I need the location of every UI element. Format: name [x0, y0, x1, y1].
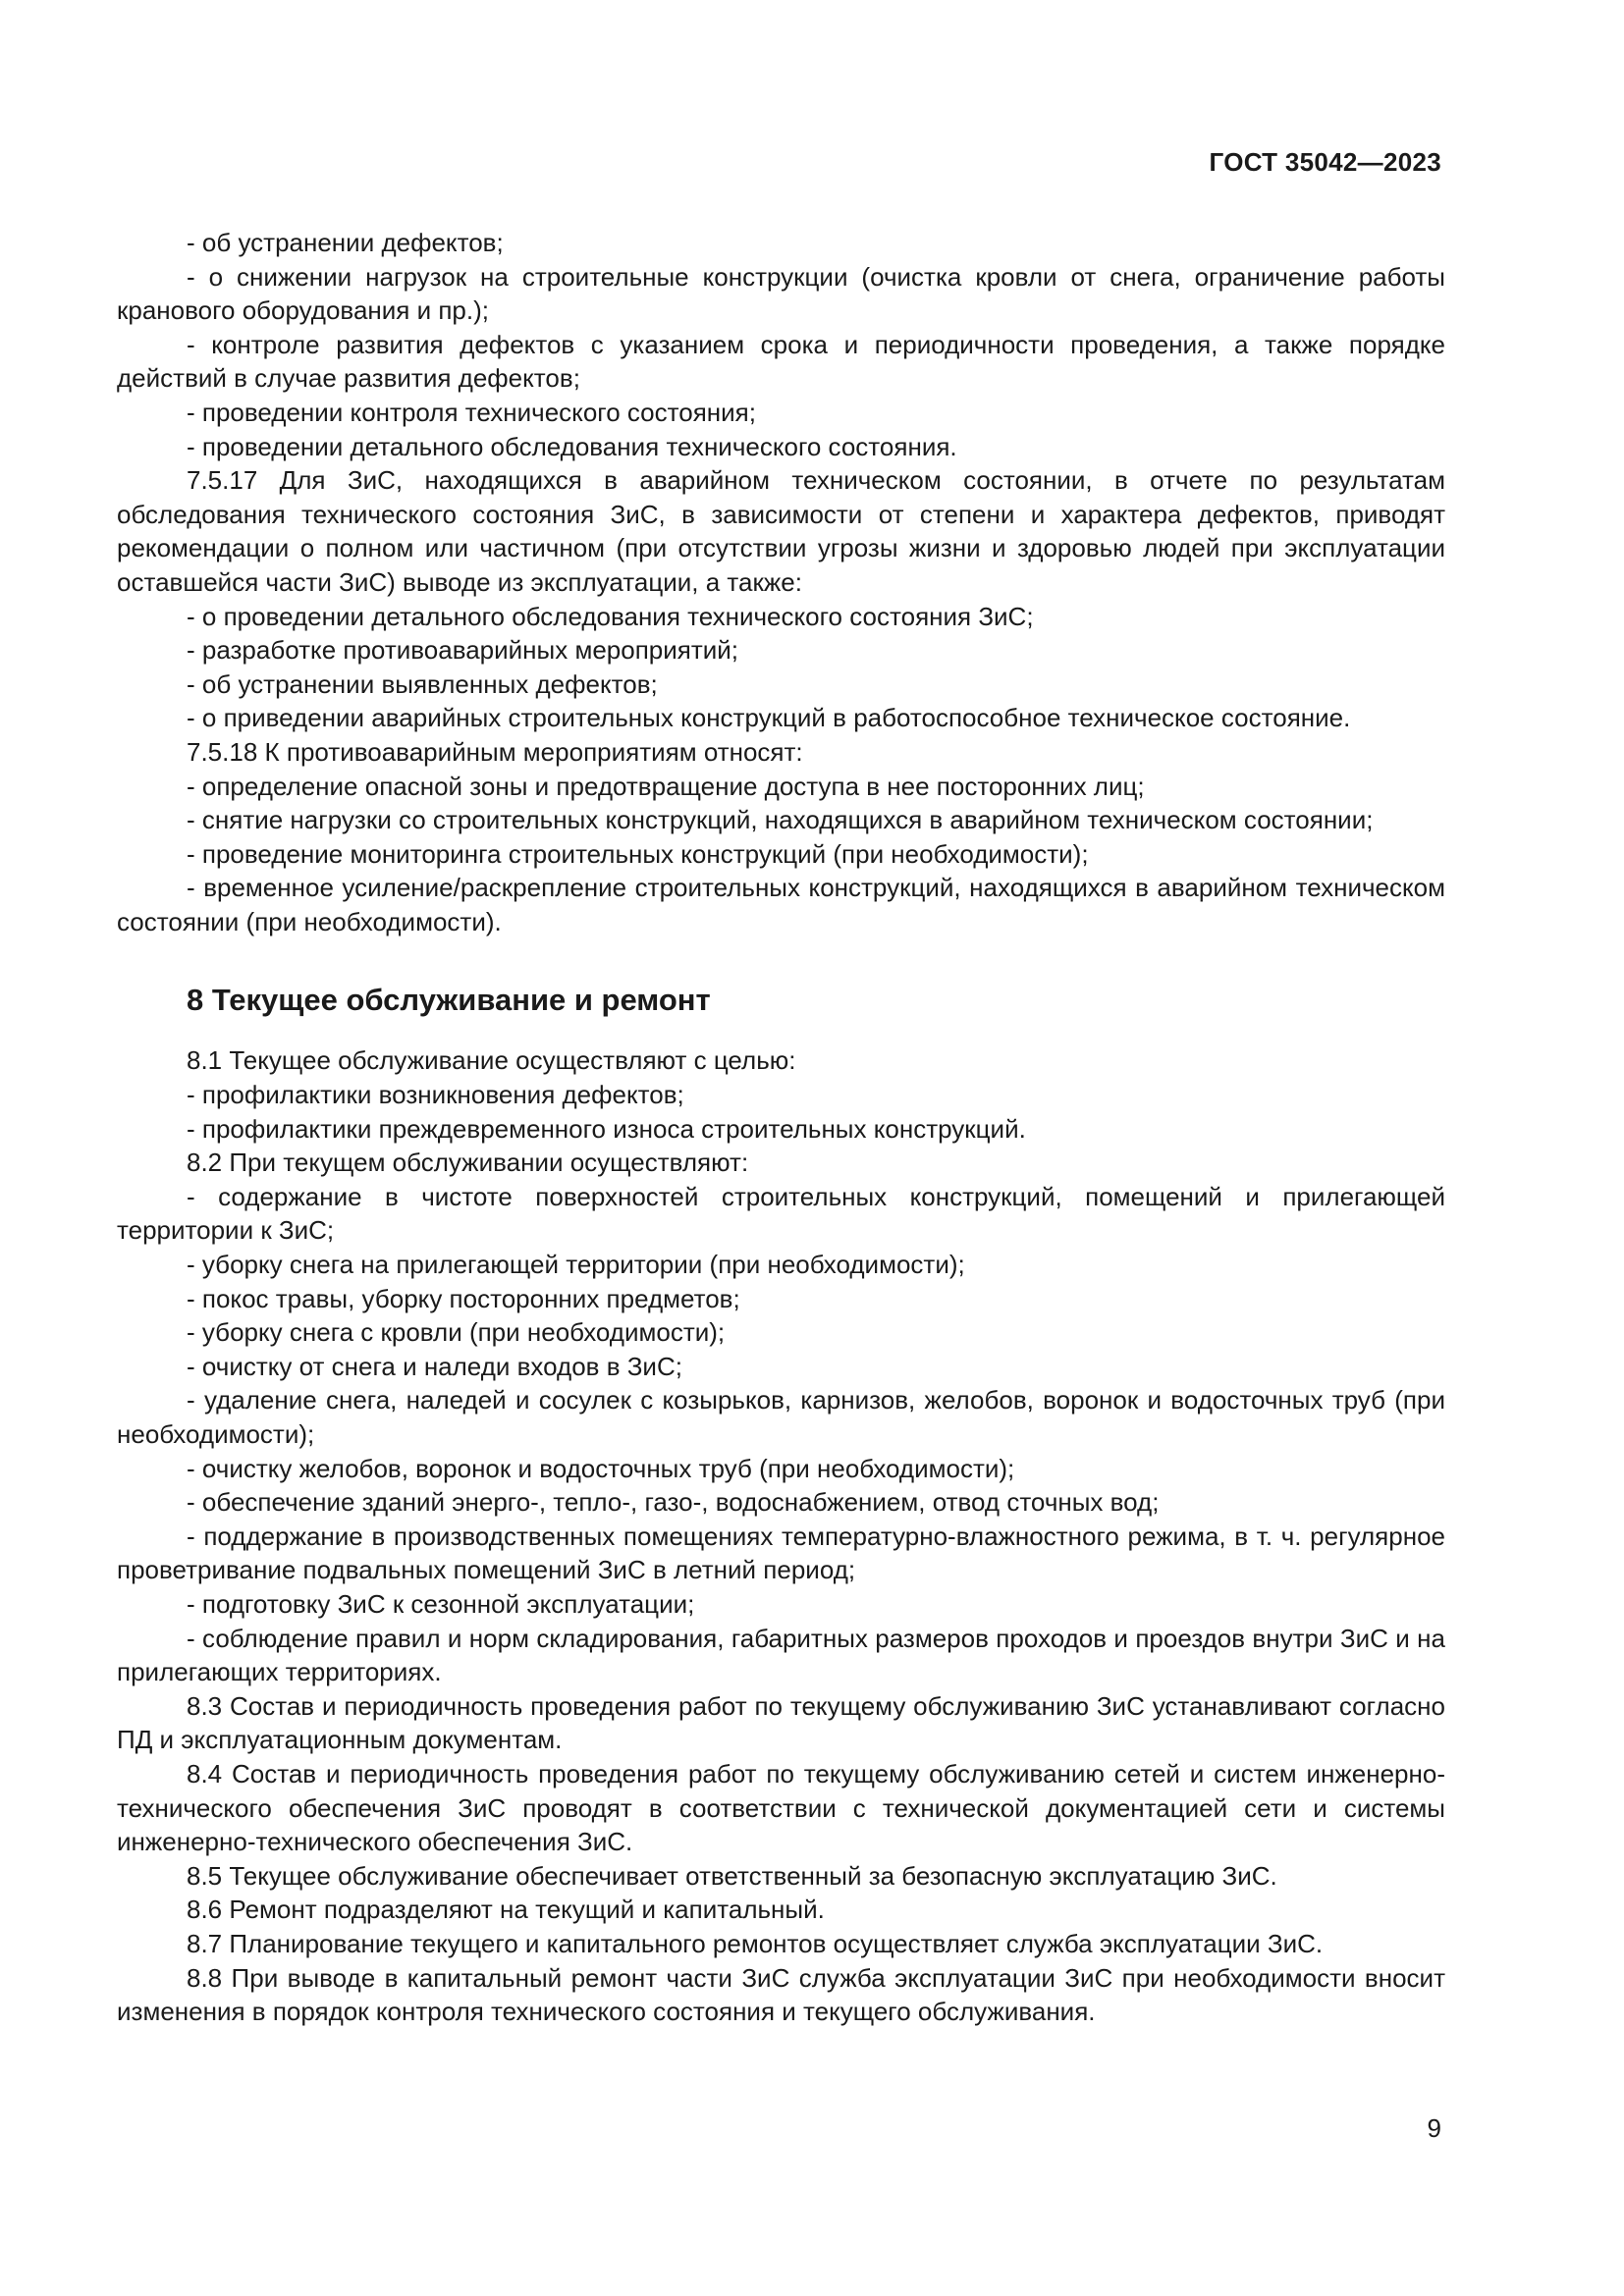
paragraph: 7.5.17 Для ЗиС, находящихся в аварийном техническом состоянии, в отчете по результатам обследования технического состояния ЗиС, в зависимости от степени и характера дефектов, приводят рекомендации о полном или частичном (при отсутствии угрозы жизни и здоровью людей при эксплуатации оставшейся части ЗиС) выводе из эксплуатации, а также: — [117, 465, 1445, 597]
paragraph: - очистку желобов, воронок и водосточных труб (при необходимости); — [187, 1453, 1015, 1483]
paragraph: - об устранении выявленных дефектов; — [187, 668, 658, 699]
paragraph: - о проведении детального обследования технического состояния ЗиС; — [187, 601, 1034, 631]
paragraph: 8.2 При текущем обслуживании осуществляют: — [187, 1148, 749, 1178]
paragraph: - проведении контроля технического состояния; — [187, 397, 756, 427]
paragraph: 8.8 При выводе в капитальный ремонт части ЗиС служба эксплуатации ЗиС при необходимости вносит изменения в порядок контроля технического состояния и текущего обслуживания. — [117, 1962, 1445, 2027]
paragraph: - покос травы, уборку посторонних предметов; — [187, 1283, 740, 1313]
section-title: 8 Текущее обслуживание и ремонт — [187, 983, 711, 1018]
paragraph: - содержание в чистоте поверхностей строительных конструкций, помещений и прилегающей территории к ЗиС; — [117, 1181, 1445, 1246]
paragraph: - снятие нагрузки со строительных конструкций, находящихся в аварийном техническом состоянии; — [187, 805, 1374, 835]
paragraph: 8.4 Состав и периодичность проведения работ по текущему обслуживанию сетей и систем инженерно-технического обеспечения ЗиС проводят в соответствии с технической документацией сети и системы инженерно-технического обеспечения ЗиС. — [117, 1758, 1445, 1857]
paragraph: 8.3 Состав и периодичность проведения работ по текущему обслуживанию ЗиС устанавливают согласно ПД и эксплуатационным документам. — [117, 1690, 1445, 1755]
paragraph: 8.5 Текущее обслуживание обеспечивает ответственный за безопасную эксплуатацию ЗиС. — [187, 1860, 1277, 1891]
paragraph: - очистку от снега и наледи входов в ЗиС; — [187, 1351, 682, 1381]
paragraph: - удаление снега, наледей и сосулек с козырьков, карнизов, желобов, воронок и водосточных труб (при необходимости); — [117, 1385, 1445, 1449]
paragraph: - контроле развития дефектов с указанием срока и периодичности проведения, а также порядке действий в случае развития дефектов; — [117, 329, 1445, 394]
body-text — [117, 226, 1445, 2029]
paragraph: - обеспечение зданий энерго-, тепло-, газо-, водоснабжением, отвод сточных вод; — [187, 1487, 1160, 1518]
paragraph: - уборку снега на прилегающей территории (при необходимости); — [187, 1250, 965, 1280]
paragraph: - проведение мониторинга строительных конструкций (при необходимости); — [187, 838, 1089, 869]
page-number: 9 — [1427, 2113, 1441, 2143]
paragraph: - проведении детального обследования технического состояния. — [187, 431, 957, 461]
paragraph: - уборку снега с кровли (при необходимости); — [187, 1317, 726, 1348]
paragraph: 7.5.18 К противоаварийным мероприятиям относят: — [187, 736, 803, 767]
paragraph: 8.1 Текущее обслуживание осуществляют с целью: — [187, 1045, 796, 1076]
paragraph: - о приведении аварийных строительных конструкций в работоспособное техническое состояние. — [187, 703, 1351, 733]
document-header: ГОСТ 35042—2023 — [1209, 147, 1441, 177]
paragraph: - о снижении нагрузок на строительные конструкции (очистка кровли от снега, ограничение работы кранового оборудования и пр.); — [117, 261, 1445, 326]
paragraph: 8.7 Планирование текущего и капитального ремонтов осуществляет служба эксплуатации ЗиС. — [187, 1928, 1324, 1958]
paragraph: - профилактики преждевременного износа строительных конструкций. — [187, 1113, 1026, 1144]
paragraph: - подготовку ЗиС к сезонной эксплуатации; — [187, 1588, 695, 1619]
paragraph: 8.6 Ремонт подразделяют на текущий и капитальный. — [187, 1895, 825, 1925]
paragraph: - временное усиление/раскрепление строительных конструкций, находящихся в аварийном техническом состоянии (при необходимости). — [117, 873, 1445, 936]
paragraph: - разработке противоаварийных мероприятий; — [187, 635, 739, 666]
paragraph: - профилактики возникновения дефектов; — [187, 1080, 684, 1110]
paragraph: - соблюдение правил и норм складирования, габаритных размеров проходов и проездов внутри ЗиС и на прилегающих территориях. — [117, 1623, 1445, 1687]
paragraph: - поддержание в производственных помещениях температурно-влажностного режима, в т. ч. регулярное проветривание подвальных помещений ЗиС в летний период; — [117, 1521, 1445, 1585]
paragraph: - определение опасной зоны и предотвращение доступа в нее посторонних лиц; — [187, 771, 1145, 801]
paragraph: - об устранении дефектов; — [187, 228, 504, 257]
